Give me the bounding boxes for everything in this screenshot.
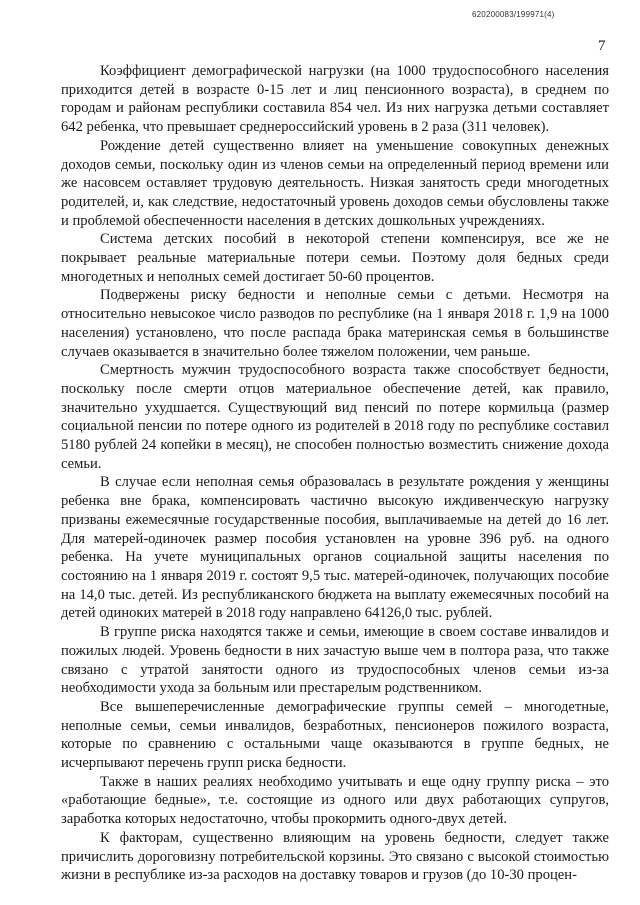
body-text: [61, 62, 609, 885]
paragraph: Подвержены риску бедности и неполные семьи с детьми. Несмотря на относительно невысокое число разводов по республике (на 1 января 2018 г. 1,9 на 1000 населения) установлено, что после распада брака материнская семья в большинстве случаев оказывается в значительно более тяжелом положении, чем раньше.: [61, 287, 609, 360]
paragraph: В группе риска находятся также и семьи, имеющие в своем составе инвалидов и пожилых людей. Уровень бедности в них зачастую выше чем в полтора раза, что также связано с утратой занятости одного из трудоспособных членов семьи из-за необходимости ухода за больным или престарелым родственником.: [61, 624, 609, 697]
paragraph: Коэффициент демографической нагрузки (на 1000 трудоспособного населения приходится детей в возрасте 0-15 лет и лиц пенсионного возраста), в среднем по городам и районам республики составила 854 чел. Из них нагрузка детьми составляет 642 ребенка, что превышает среднероссийский уровень в 2 раза (311 человек).: [61, 63, 609, 136]
paragraph: Все вышеперечисленные демографические группы семей – многодетные, неполные семьи, семьи инвалидов, безработных, пенсионеров пожилого возраста, которые по сравнению с остальными чаще оказываются в группе бедных, не исчерпывают перечень групп риска бедности.: [61, 698, 609, 772]
paragraph: В случае если неполная семья образовалась в результате рождения у женщины ребенка вне брака, компенсировать частично высокую иждивенческую нагрузку призваны ежемесячные государственные пособия, выплачиваемые на детей до 16 лет. Для матерей-одиночек размер пособия установлен на уровне 396 руб. на одного ребенка. На учете муниципальных органов социальной защиты населения по состоянию на 1 января 2019 г. состоят 9,5 тыс. матерей-одиночек, получающих пособие на 14,0 тыс. детей. Из республиканского бюджета на выплату ежемесячных пособий на детей одиноких матерей в 2018 году направлено 64126,0 тыс. рублей.: [61, 474, 609, 622]
paragraph: Смертность мужчин трудоспособного возраста также способствует бедности, поскольку после смерти отцов материальное обеспечение детей, как правило, значительно ухудшается. Существующий вид пенсий по потере кормильца (размер социальной пенсии по потере одного из родителей в 2018 году по республике составил 5180 рублей 24 копейки в месяц), не способен полностью возместить снижение дохода семьи.: [61, 362, 609, 472]
paragraph: Рождение детей существенно влияет на уменьшение совокупных денежных доходов семьи, поскольку один из членов семьи на определенный период времени или же насовсем оставляет трудовую деятельность. Низкая занятость среди многодетных родителей, и, как следствие, недостаточный уровень доходов семьи обусловлены также и проблемой обеспеченности населения в детских дошкольных учреждениях.: [61, 137, 609, 229]
paragraph: К факторам, существенно влияющим на уровень бедности, следует также причислить дороговизну потребительской корзины. Это связано с высокой стоимостью жизни в республике из-за расходов на доставку товаров и грузов (до 10-30 процен-: [61, 829, 609, 884]
page-number: 7: [598, 38, 606, 54]
paragraph: Система детских пособий в некоторой степени компенсируя, все же не покрывает реальные материальные потери семьи. Поэтому доля бедных среди многодетных и неполных семей достигает 50-60 процентов.: [61, 231, 609, 285]
paragraph: Также в наших реалиях необходимо учитывать и еще одну группу риска – это «работающие бедные», т.е. состоящие из одного или двух работающих супругов, заработка которых недостаточно, чтобы прокормить одного-двух детей.: [61, 773, 609, 828]
document-id: 620200083/199971(4): [472, 10, 555, 19]
